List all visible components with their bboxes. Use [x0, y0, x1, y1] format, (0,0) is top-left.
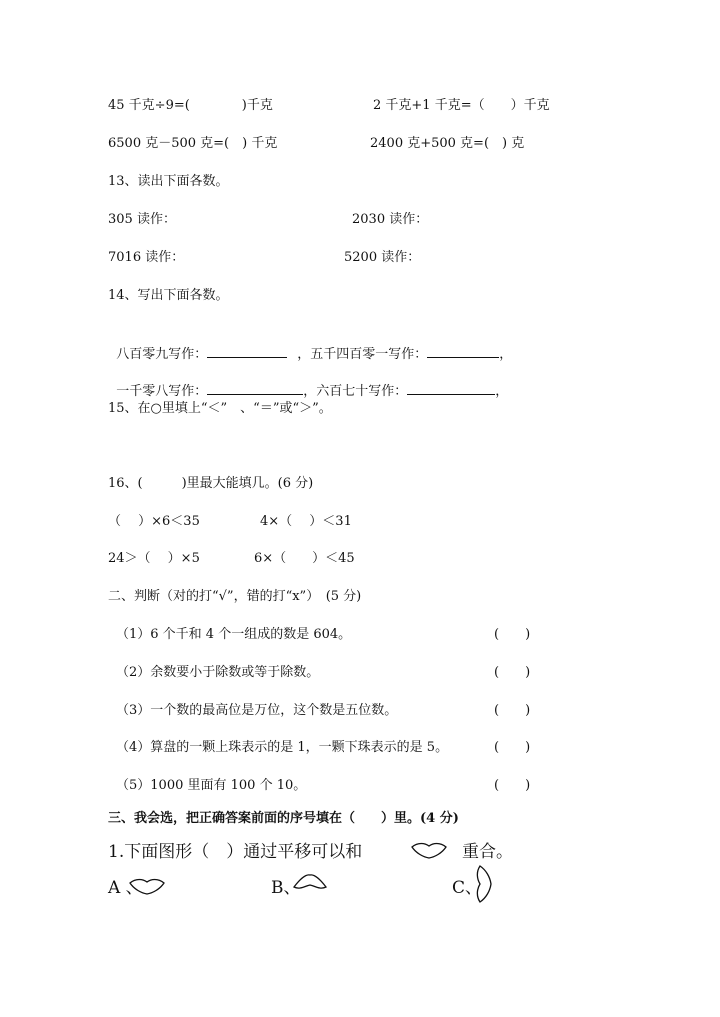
q14-a-label: 八百零九写作： — [116, 347, 208, 362]
q14-a-blank-1[interactable] — [207, 343, 287, 358]
conversion-row1-left: 45 千克÷9=( )千克 — [108, 98, 273, 113]
judge-item-3: （3）一个数的最高位是万位，这个数是五位数。 — [116, 703, 398, 718]
q14-b-label: 一千零八写作： — [116, 384, 208, 399]
option-c-label[interactable]: C、 — [452, 878, 483, 898]
q14-b-blank-2[interactable] — [407, 380, 495, 395]
q15-title: 15、在○里填上“＜” 、“＝”或“＞”。 — [108, 401, 332, 416]
judge-bracket-1[interactable]: ( ) — [494, 627, 531, 642]
option-a-label[interactable]: A 、 — [108, 878, 143, 898]
q14-a-end: ， — [499, 347, 513, 362]
q14-b-end: ， — [495, 384, 509, 399]
q13-title: 13、读出下面各数。 — [108, 174, 229, 189]
section3-q1-tail: 重合。 — [462, 842, 513, 862]
option-b-cloud-flipped-shape-icon[interactable] — [292, 872, 328, 892]
conversion-row2-left: 6500 克－500 克=( ) 千克 — [108, 136, 278, 151]
conversion-row2-right: 2400 克+500 克=( ) 克 — [370, 136, 525, 151]
q14-row-b — [108, 362, 508, 401]
section2-title: 二、判断（对的打“√”，错的打“x”） (5 分) — [108, 589, 362, 604]
q16-row2-left: 24＞（ ）×5 — [108, 551, 200, 566]
section3-title: 三、我会选，把正确答案前面的序号填在（ ）里。(4 分) — [108, 811, 459, 826]
option-b-label[interactable]: B、 — [271, 878, 301, 898]
option-c-cloud-rotated-shape-icon[interactable] — [474, 864, 494, 904]
judge-bracket-3[interactable]: ( ) — [494, 703, 531, 718]
judge-item-5: （5）1000 里面有 100 个 10。 — [116, 778, 307, 793]
judge-bracket-5[interactable]: ( ) — [494, 778, 531, 793]
q16-row1-left: （ ）×6＜35 — [108, 514, 200, 529]
judge-bracket-2[interactable]: ( ) — [494, 665, 531, 680]
q14-a-blank-2[interactable] — [427, 343, 499, 358]
q13-item-4: 5200 读作： — [344, 250, 421, 265]
judge-bracket-4[interactable]: ( ) — [494, 740, 531, 755]
section3-q1-text: 1.下面图形（ ）通过平移可以和 — [108, 842, 363, 862]
judge-item-4: （4）算盘的一颗上珠表示的是 1，一颗下珠表示的是 5。 — [116, 740, 449, 755]
q13-item-3: 7016 读作： — [108, 250, 185, 265]
q16-title: 16、( )里最大能填几。(6 分) — [108, 476, 314, 491]
judge-item-2: （2）余数要小于除数或等于除数。 — [116, 665, 320, 680]
option-a-cloud-shape-icon[interactable] — [128, 876, 166, 896]
q13-item-1: 305 读作： — [108, 212, 176, 227]
conversion-row1-right: 2 千克+1 千克=（ ）千克 — [373, 98, 550, 113]
q16-row1-right: 4×（ ）＜31 — [260, 514, 352, 529]
target-cloud-shape-icon — [410, 840, 448, 860]
q13-item-2: 2030 读作： — [352, 212, 429, 227]
q14-b-blank-1[interactable] — [207, 380, 303, 395]
q14-row-a — [108, 325, 512, 364]
q16-row2-right: 6×（ ）＜45 — [254, 551, 355, 566]
q14-a-sep: ，五千四百零一写作： — [297, 347, 428, 362]
q14-title: 14、写出下面各数。 — [108, 288, 229, 303]
q14-b-sep: ，六百七十写作： — [303, 384, 408, 399]
judge-item-1: （1）6 个千和 4 个一组成的数是 604。 — [116, 627, 352, 642]
